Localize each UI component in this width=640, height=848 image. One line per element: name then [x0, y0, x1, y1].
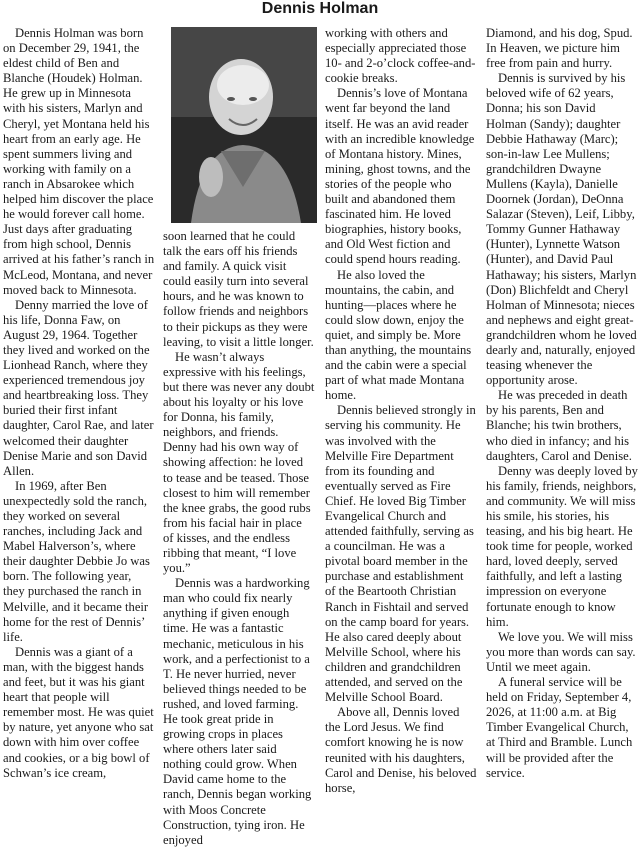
portrait-icon [171, 27, 317, 223]
paragraph: He was preceded in death by his parents, Ben and Blanche; his twin brothers, who died in infancy; and his daughters, Carol and Denise. [486, 388, 632, 463]
paragraph: We love you. We will miss you more than words can say. Until we meet again. [486, 629, 636, 674]
paragraph: He wasn’t always expressive with his feelings, but there was never any doubt about his loyalty or his love for Donna, his family, neighbors, and friends. Denny had his own way of showing affection: he loved to tease and be teased. Those closest to him will remember the knee grabs, the good rubs from his facial hair in place of kisses, and the endless ribbing that meant, “I love you.” [163, 349, 315, 576]
paragraph: In 1969, after Ben unexpectedly sold the ranch, they worked on several ranches, including Jack and Mabel Halverson’s, where their daughter Debbie Jo was born. The following year, they purchased the ranch in Melville, and it became their home for the rest of Dennis’ life. [3, 478, 150, 644]
paragraph: Dennis is survived by his beloved wife of 62 years, Donna; his son David Holman (Sandy); daughter Debbie Hathaway (Marc); son-in-law Lee Mullens; grandchildren Dwayne Mullens (Kayla), Danielle Doornek (Jordan), DeOnna Salazar (Steven), Leif, Libby, Tommy Gunner Hathaway (Hunter), Lynnette Watson (Hunter), and David Paul Hathaway; his sisters, Marlyn (Don) Blichfeldt and Cheryl Holman of Minnesota; nieces and nephews and eight great-grandchildren whom he loved dearly and, naturally, enjoyed teasing whenever the opportunity arose. [486, 71, 637, 388]
obituary-title: Dennis Holman [261, 0, 379, 17]
paragraph: working with others and especially appreciated those 10- and 2-o’clock coffee-and-cookie breaks. [325, 26, 476, 86]
column-3 [325, 26, 477, 796]
paragraph: Above all, Dennis loved the Lord Jesus. We find comfort knowing he is now reunited with his daughters, Carol and Denise, his beloved horse, [325, 705, 477, 795]
column-2 [163, 229, 315, 848]
paragraph: He also loved the mountains, the cabin, and hunting—places where he could slow down, enjoy the quiet, and simply be. More than anything, the mountains and the cabin were a special part of what made Montana home. [325, 267, 472, 403]
paragraph: Dennis was a hardworking man who could fix nearly anything if given enough time. He was a fantastic mechanic, meticulous in his work, and a perfectionist to a T. He never hurried, never believed things needed to be rushed, and loved farming. He took great pride in growing crops in places where others later said nothing could grow. When David came home to the ranch, Dennis began working with Moos Concrete Construction, tying iron. He enjoyed [163, 576, 312, 847]
column-4 [486, 26, 638, 781]
paragraph: Dennis’s love of Montana went far beyond the land itself. He was an avid reader with an incredible knowledge of Montana history. Mines, mining, ghost towns, and the stories of the people who built and abandoned them fascinated him. He loved biographies, history books, and Old West fiction and could spend hours reading. [325, 86, 475, 267]
paragraph: Denny was deeply loved by his family, friends, neighbors, and community. We will miss his smile, his stories, his teasing, and his big heart. He took time for people, worked hard, loved deeply, served faithfully, and left a lasting impression on everyone fortunate enough to know him. [486, 463, 638, 629]
paragraph: Denny married the love of his life, Donna Faw, on August 29, 1964. Together they lived and worked on the Lionhead Ranch, where they experienced tremendous joy and heartbreaking loss. They buried their first infant daughter, Carol Rae, and later welcomed their daughter Denise Marie and son David Allen. [3, 297, 154, 478]
paragraph: A funeral service will be held on Friday, September 4, 2026, at 11:00 a.m. at Big Timber Evangelical Church, at Third and Bramble. Lunch will be provided after the service. [486, 675, 633, 780]
paragraph: Dennis was a giant of a man, with the biggest hands and feet, but it was his giant heart that people will remember most. He was quiet by nature, yet anyone who sat down with him over coffee and cookies, or a big bowl of Schwan’s ice cream, [3, 644, 154, 780]
paragraph: Dennis Holman was born on December 29, 1941, the eldest child of Ben and Blanche (Houdek) Holman. He grew up in Minnesota with his sisters, Marlyn and Cheryl, yet Montana held his heart from an early age. He spent summers living and working with family on a ranch in Absarokee which helped him discover the place he would forever call home. Just days after graduating from high school, Dennis arrived at his father’s ranch in McLeod, Montana, and never moved back to Minnesota. [3, 26, 155, 297]
paragraph: soon learned that he could talk the ears off his friends and family. A quick visit could easily turn into several hours, and he was known to follow friends and neighbors to their pickups as they were leaving, to visit a little longer. [163, 229, 314, 349]
portrait-photo [171, 27, 317, 223]
column-1 [3, 26, 155, 781]
paragraph: Diamond, and his dog, Spud. In Heaven, we picture him free from pain and hurry. [486, 26, 633, 71]
paragraph: Dennis believed strongly in serving his community. He was involved with the Melville Fire Department from its founding and eventually served as Fire Chief. He loved Big Timber Evangelical Church and attended faithfully, serving as a councilman. He was a pivotal board member in the purchase and establishment of the Beartooth Christian Ranch in Fishtail and served on the camp board for years. He also cared deeply about Melville School, where his children and grandchildren attended, and served on the Melville School Board. [325, 403, 476, 705]
